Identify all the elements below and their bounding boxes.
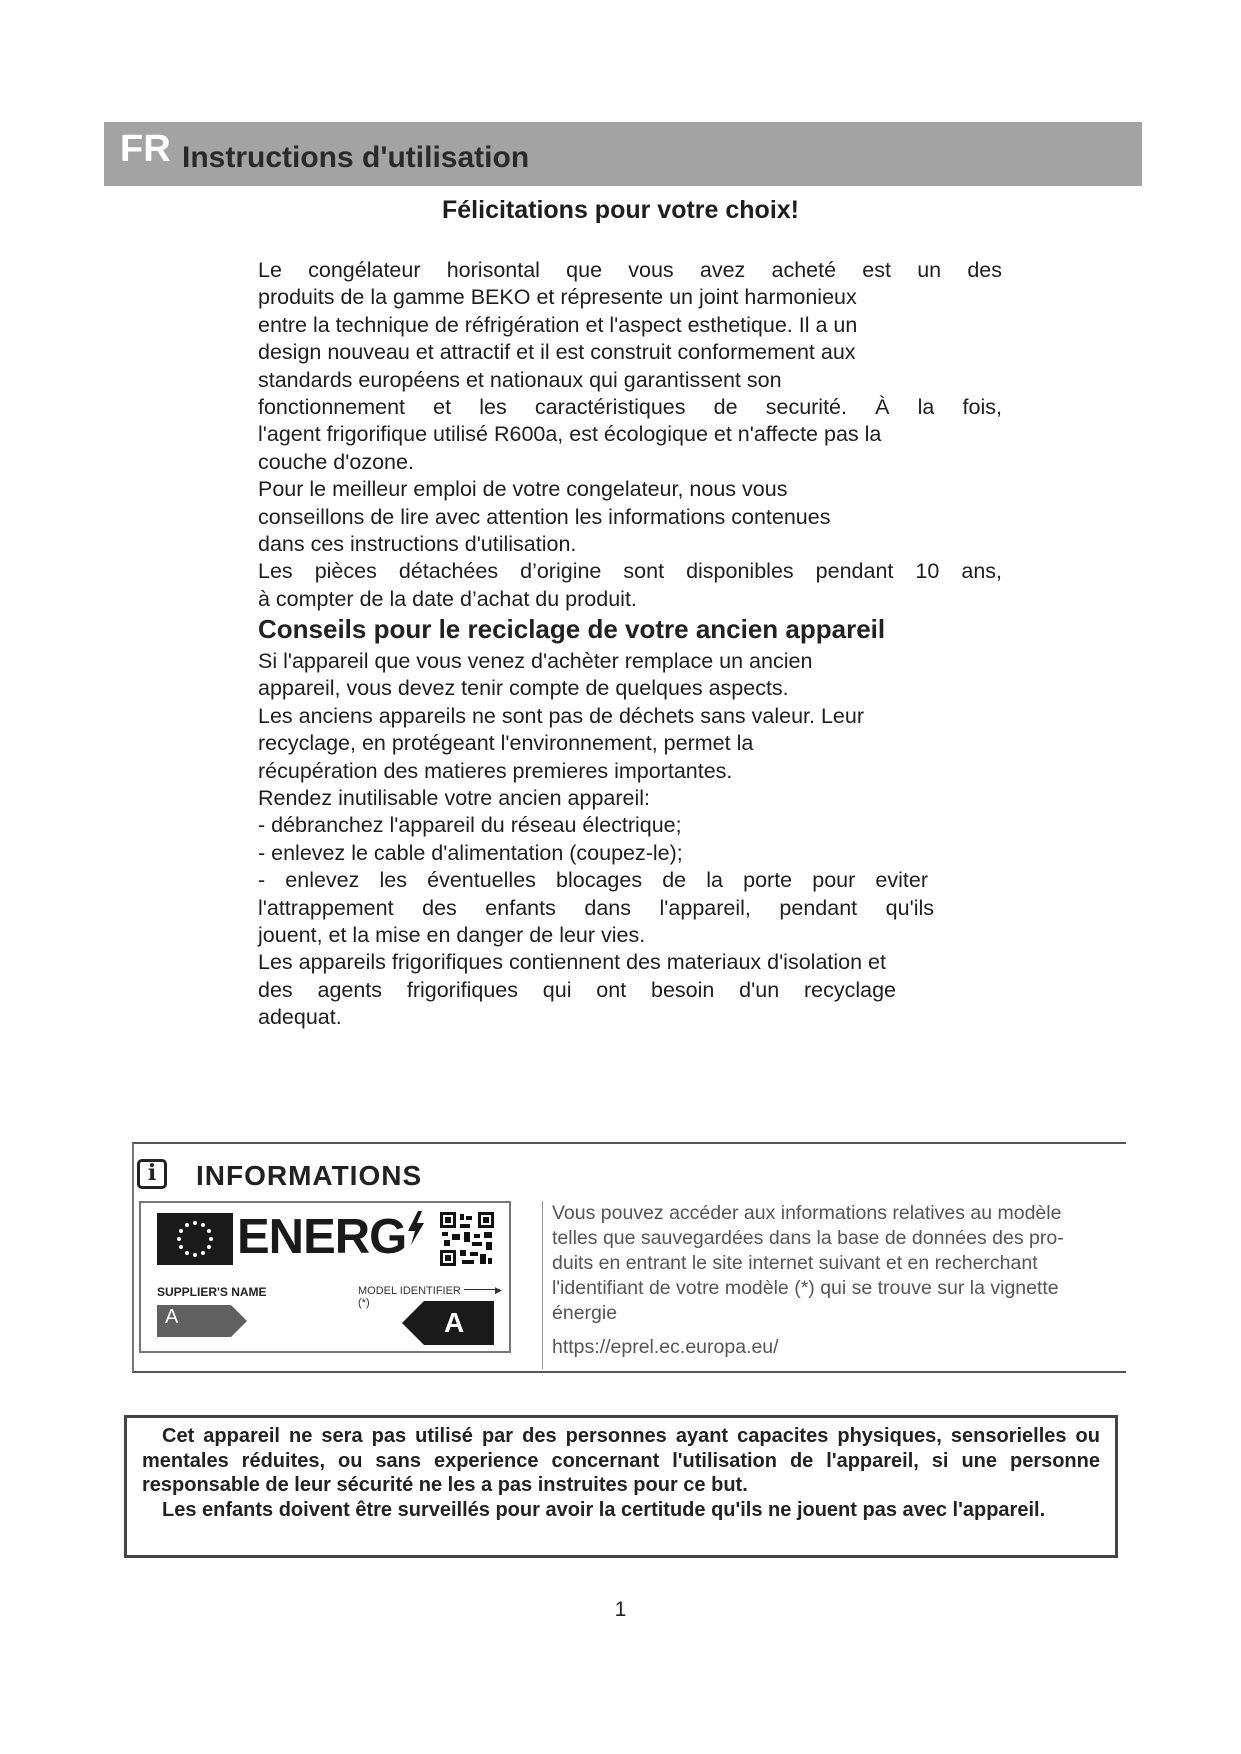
- recycling-heading: Conseils pour le reciclage de votre ancien appareil: [258, 614, 886, 644]
- text-line: standards européens et nationaux qui garantissent son: [258, 367, 782, 392]
- text-line: couche d'ozone.: [258, 449, 414, 474]
- information-text: [552, 1201, 1092, 1326]
- model-marker: (*): [358, 1297, 370, 1309]
- text-line: recyclage, en protégeant l'environnement, permet la: [258, 731, 754, 756]
- energy-class-arrow-right: [402, 1301, 494, 1350]
- lightning-icon: [406, 1211, 426, 1245]
- text-line: produits de la gamme BEKO et répresente un joint harmonieux: [258, 285, 857, 310]
- text-line: énergie: [552, 1302, 618, 1324]
- text-line: - enlevez le cable d'alimentation (coupez-le);: [258, 840, 683, 865]
- text-line: Les appareils frigorifiques contiennent des materiaux d'isolation et: [258, 950, 886, 975]
- text-line: dans ces instructions d'utilisation.: [258, 532, 577, 557]
- energy-brand: ENERG: [237, 1209, 426, 1265]
- text-line: conseillons de lire avec attention les informations contenues: [258, 504, 831, 529]
- info-icon: i: [137, 1159, 167, 1189]
- text-line: Les anciens appareils ne sont pas de déchets sans valeur. Leur: [258, 703, 864, 728]
- text-line: - enlevez les éventuelles blocages de la porte pour eviter: [258, 868, 928, 893]
- page-title: Instructions d'utilisation: [182, 141, 530, 174]
- text-line: entre la technique de réfrigération et l'aspect esthetique. Il a un: [258, 312, 858, 337]
- warning-text: [142, 1424, 1100, 1522]
- text-line: - débranchez l'appareil du réseau électrique;: [258, 813, 682, 838]
- pointer-arrow-icon: ▶: [464, 1289, 500, 1290]
- intro-text: [258, 257, 1002, 613]
- text-line: Le congélateur horisontal que vous avez acheté est un des: [258, 258, 1002, 282]
- text-line: telles que sauvegardées dans la base de données des pro-: [552, 1227, 1064, 1249]
- class-label-left: A: [165, 1306, 179, 1328]
- text-line: fonctionnement et les caractéristiques de securité. À la fois,: [258, 395, 1002, 420]
- warning-paragraph: Cet appareil ne sera pas utilisé par des personnes ayant capacites physiques, sensorielles ou mentales réduites, ou sans experience concernant l'utilisation de l'appareil, si une personne responsable de leur sécurité ne les a pas instruites pour ce but.: [142, 1425, 1100, 1497]
- text-line: l'agent frigorifique utilisé R600a, est écologique et n'affecte pas la: [258, 422, 882, 447]
- text-line: duits en entrant le site internet suivant et en recherchant: [552, 1252, 1038, 1274]
- information-title: INFORMATIONS: [196, 1160, 423, 1191]
- model-identifier: MODEL IDENTIFIER ▶ (*): [358, 1285, 502, 1309]
- warning-paragraph: Les enfants doivent être surveillés pour avoir la certitude qu'ils ne jouent pas avec l'appareil.: [162, 1498, 1046, 1521]
- header-bar: [104, 122, 1142, 186]
- text-line: design nouveau et attractif et il est construit conformement aux: [258, 340, 856, 365]
- congratulations-heading: Félicitations pour votre choix!: [442, 196, 799, 224]
- text-line: l'attrappement des enfants dans l'appareil, pendant qu'ils: [258, 895, 934, 920]
- energy-class-arrow-left: [157, 1305, 247, 1342]
- supplier-name: SUPPLIER'S NAME: [157, 1285, 267, 1299]
- text-line: Vous pouvez accéder aux informations relatives au modèle: [552, 1202, 1062, 1224]
- divider: [542, 1201, 543, 1369]
- text-line: à compter de la date d’achat du produit.: [258, 586, 637, 611]
- language-code: FR: [120, 128, 171, 170]
- recycling-text: [258, 648, 1002, 1032]
- text-line: appareil, vous devez tenir compte de quelques aspects.: [258, 676, 789, 701]
- information-box: [132, 1142, 1126, 1373]
- eprel-link[interactable]: https://eprel.ec.europa.eu/: [552, 1336, 779, 1358]
- eu-flag-icon: [157, 1213, 233, 1265]
- class-label-right: A: [444, 1307, 465, 1338]
- energy-label: [139, 1201, 511, 1353]
- text-line: adequat.: [258, 1005, 342, 1030]
- text-line: des agents frigorifiques qui ont besoin d'un recyclage: [258, 977, 896, 1002]
- page-number: 1: [614, 1598, 627, 1621]
- text-line: Pour le meilleur emploi de votre congelateur, nous vous: [258, 477, 788, 502]
- text-line: l'identifiant de votre modèle (*) qui se trouve sur la vignette: [552, 1277, 1059, 1299]
- text-line: jouent, et la mise en danger de leur vies.: [258, 923, 646, 948]
- text-line: Les pièces détachées d’origine sont disponibles pendant 10 ans,: [258, 559, 1002, 584]
- text-line: récupération des matieres premieres importantes.: [258, 758, 733, 783]
- qr-code-icon: [440, 1212, 494, 1266]
- text-line: Si l'appareil que vous venez d'achèter remplace un ancien: [258, 649, 813, 673]
- text-line: Rendez inutilisable votre ancien appareil:: [258, 786, 651, 811]
